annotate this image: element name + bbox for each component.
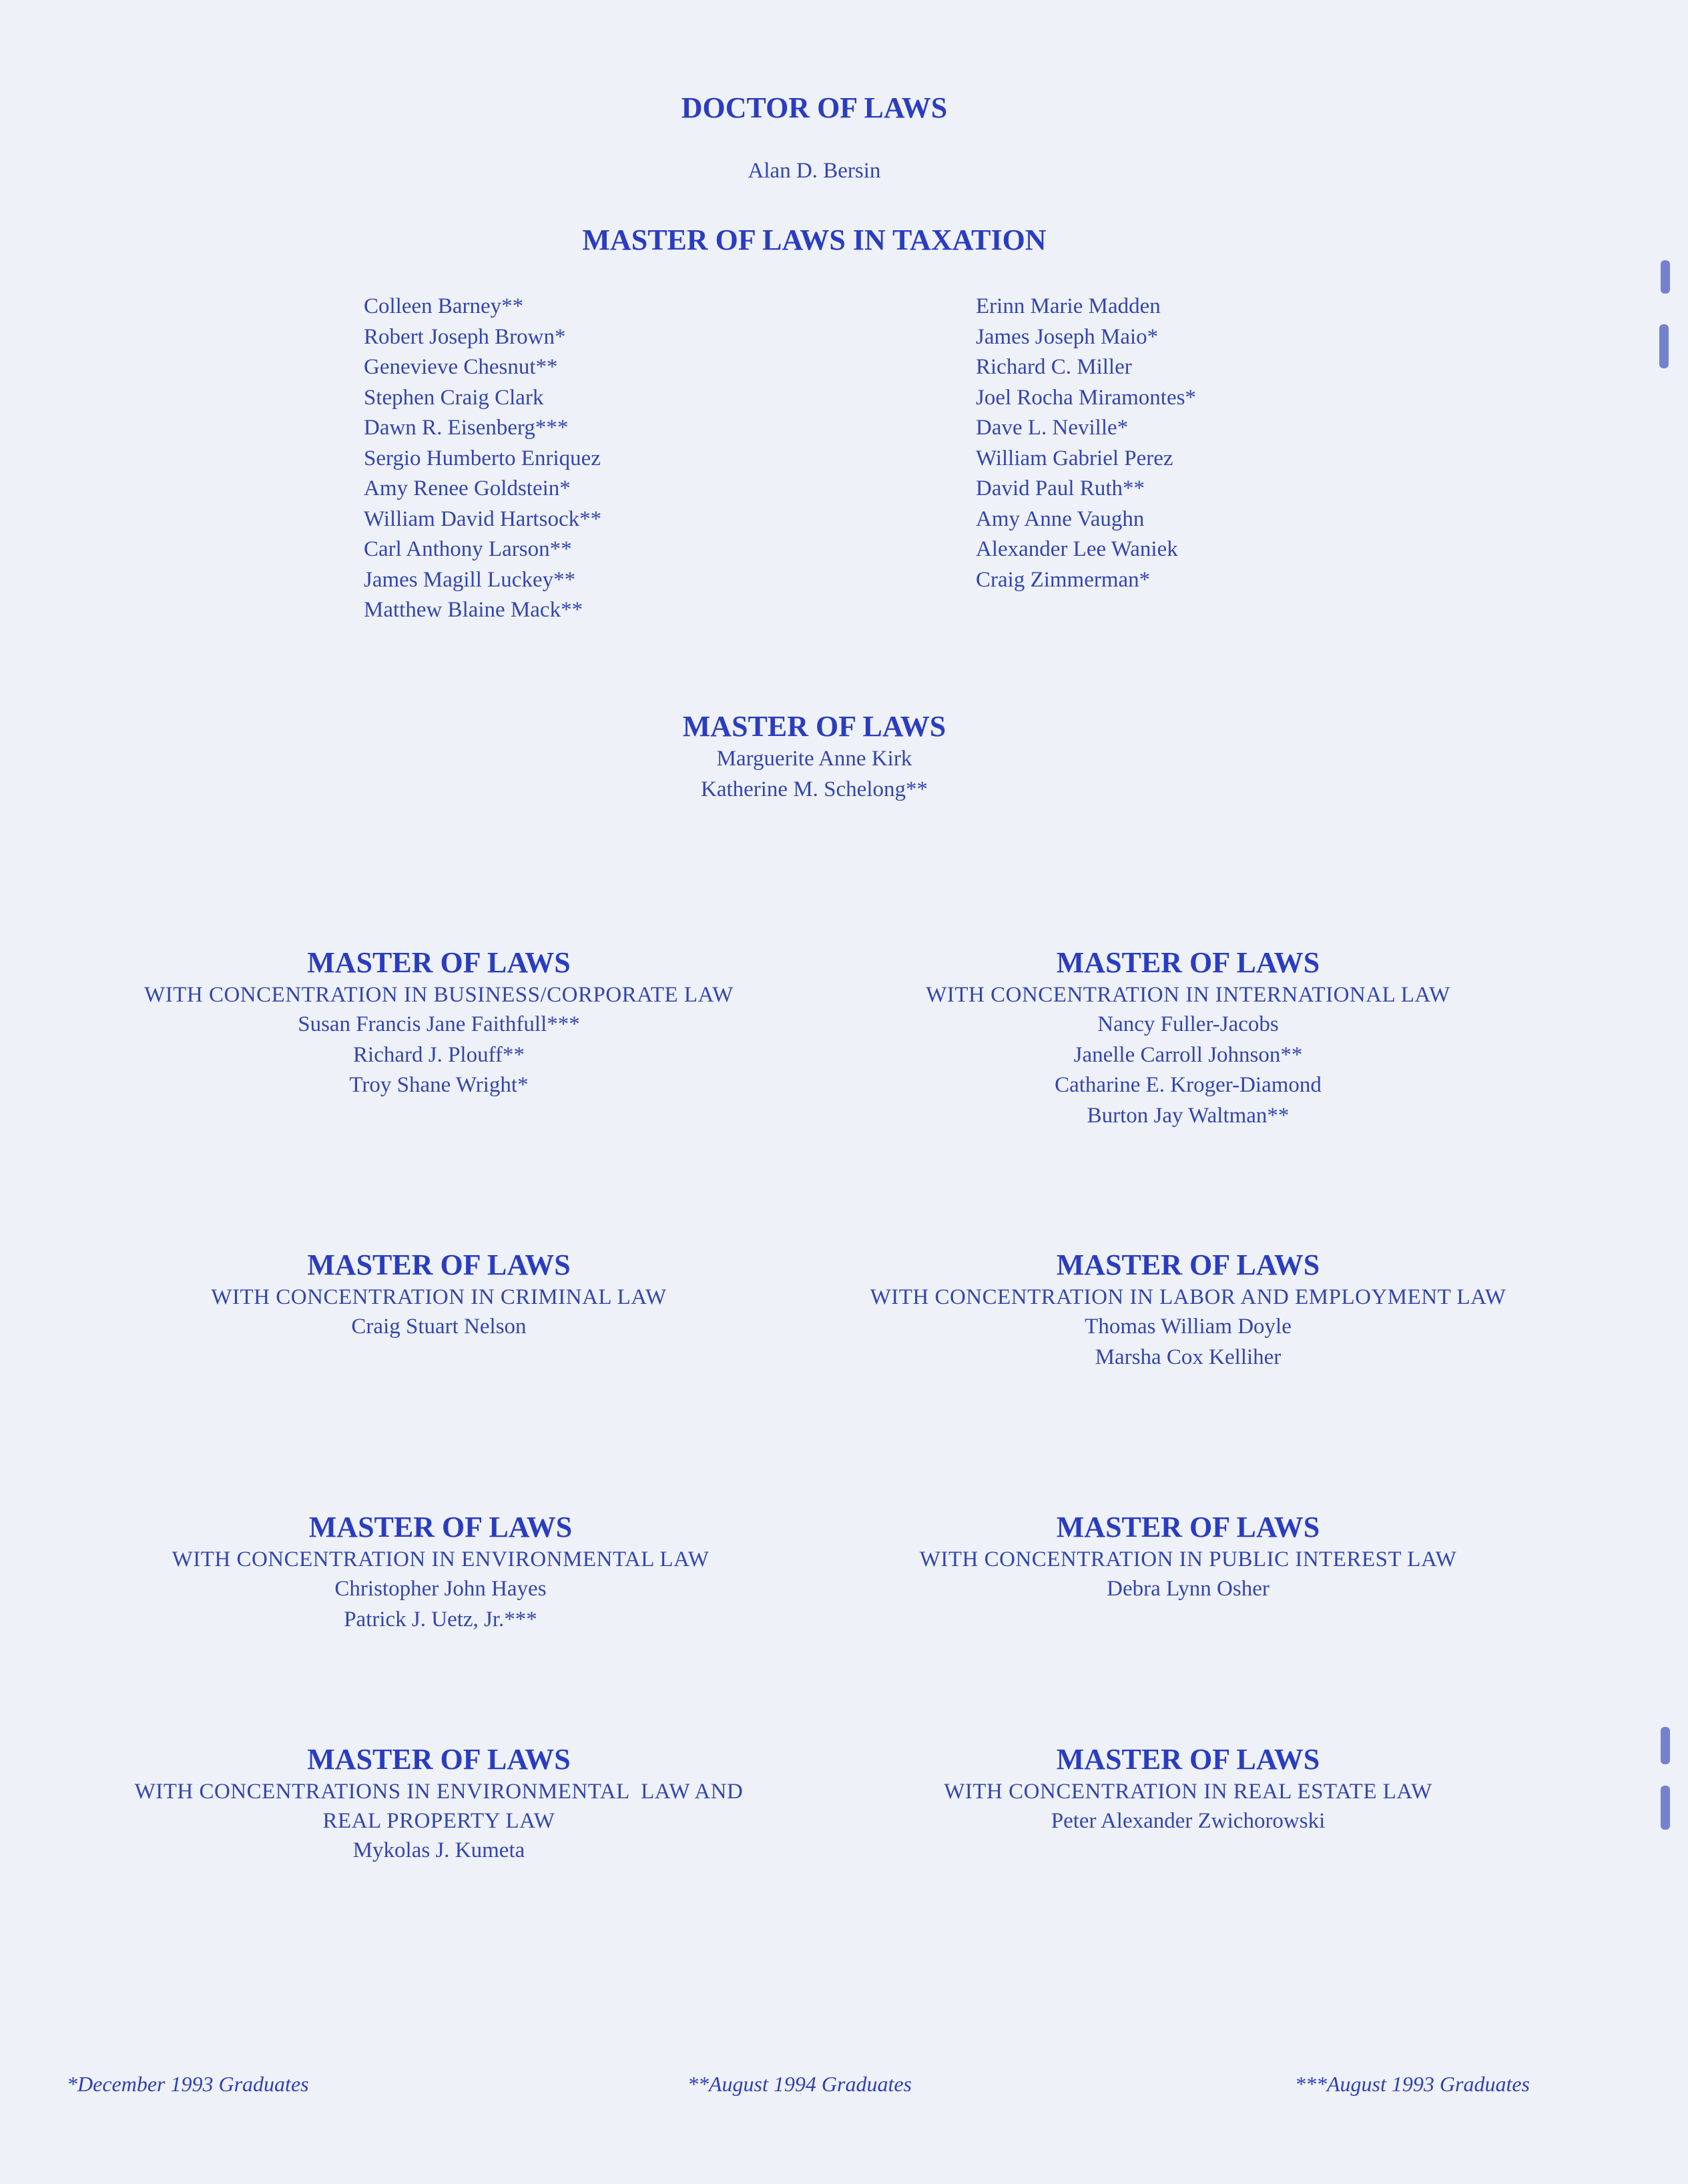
graduate-name: Debra Lynn Osher: [1107, 1577, 1270, 1601]
doctor-name: Alan D. Bersin: [748, 159, 881, 183]
criminal-heading: MASTER OF LAWS: [307, 1248, 571, 1281]
graduate-name: Nancy Fuller-Jacobs: [1097, 1012, 1279, 1036]
graduate-name: Richard C. Miller: [976, 355, 1132, 379]
graduate-name: Troy Shane Wright*: [349, 1073, 529, 1097]
public-interest-section: [814, 1510, 1562, 1605]
graduate-name: William David Hartsock**: [364, 506, 602, 531]
graduate-name: Dawn R. Eisenberg***: [364, 416, 569, 440]
real-estate-concentration: WITH CONCENTRATION IN REAL ESTATE LAW: [944, 1780, 1432, 1804]
env-real-property-concentration-line2: REAL PROPERTY LAW: [322, 1809, 555, 1833]
binder-clip-mark: [1661, 1727, 1670, 1764]
real-estate-heading: MASTER OF LAWS: [1056, 1743, 1320, 1776]
graduate-name: Amy Anne Vaughn: [976, 506, 1145, 531]
graduate-name: Robert Joseph Brown*: [364, 324, 566, 349]
doctor-section: [0, 91, 1629, 187]
binder-clip-mark: [1661, 260, 1670, 294]
footer-note-aug-1993: ***August 1993 Graduates: [1295, 2072, 1530, 2096]
criminal-concentration: WITH CONCENTRATION IN CRIMINAL LAW: [211, 1285, 667, 1309]
taxation-heading: MASTER OF LAWS IN TAXATION: [582, 224, 1047, 256]
criminal-section: [0, 1248, 878, 1343]
graduate-name: James Magill Luckey**: [364, 567, 576, 592]
international-section: [814, 946, 1562, 1131]
graduate-name: Janelle Carroll Johnson**: [1073, 1042, 1303, 1067]
labor-heading: MASTER OF LAWS: [1056, 1248, 1320, 1281]
env-real-property-concentration: WITH CONCENTRATIONS IN ENVIRONMENTAL LAW AND: [134, 1780, 744, 1804]
graduate-name: Craig Stuart Nelson: [351, 1315, 527, 1339]
binder-clip-mark: [1659, 324, 1669, 368]
graduate-name: Joel Rocha Miramontes*: [976, 385, 1196, 410]
master-general-section: [0, 709, 1629, 805]
graduate-name: Susan Francis Jane Faithfull***: [298, 1012, 580, 1036]
taxation-list-right: [976, 292, 1196, 595]
graduate-name: Colleen Barney**: [364, 294, 524, 318]
real-estate-section: [814, 1742, 1562, 1837]
graduate-name: Patrick J. Uetz, Jr.***: [344, 1607, 537, 1631]
graduate-name: Genevieve Chesnut**: [364, 355, 558, 379]
graduate-name: Katherine M. Schelong**: [700, 777, 928, 801]
graduate-name: Mykolas J. Kumeta: [352, 1838, 525, 1862]
graduate-name: Marguerite Anne Kirk: [716, 747, 912, 771]
graduate-name: Matthew Blaine Mack**: [364, 598, 583, 622]
public-interest-heading: MASTER OF LAWS: [1056, 1511, 1320, 1543]
business-section: [0, 946, 878, 1101]
graduate-name: Christopher John Hayes: [334, 1577, 547, 1601]
graduate-name: Carl Anthony Larson**: [364, 537, 572, 561]
taxation-list-left: [364, 292, 601, 626]
environmental-heading: MASTER OF LAWS: [308, 1511, 573, 1543]
footer-note-dec-1993: *December 1993 Graduates: [67, 2072, 309, 2096]
environmental-concentration: WITH CONCENTRATION IN ENVIRONMENTAL LAW: [172, 1547, 710, 1571]
public-interest-concentration: WITH CONCENTRATION IN PUBLIC INTEREST LAW: [919, 1547, 1457, 1571]
footer-note-aug-1994: **August 1994 Graduates: [687, 2072, 912, 2096]
business-concentration: WITH CONCENTRATION IN BUSINESS/CORPORATE LAW: [144, 983, 734, 1007]
international-concentration: WITH CONCENTRATION IN INTERNATIONAL LAW: [926, 983, 1450, 1007]
graduate-name: Thomas William Doyle: [1085, 1315, 1292, 1339]
graduate-name: Burton Jay Waltman**: [1087, 1103, 1290, 1128]
env-real-property-heading: MASTER OF LAWS: [307, 1743, 571, 1776]
graduate-name: Stephen Craig Clark: [364, 385, 544, 410]
env-real-property-section: [0, 1742, 878, 1866]
graduate-name: Peter Alexander Zwichorowski: [1051, 1809, 1326, 1833]
graduate-name: David Paul Ruth**: [976, 476, 1145, 500]
graduate-name: Erinn Marie Madden: [976, 294, 1161, 318]
graduate-name: Richard J. Plouff**: [353, 1042, 525, 1067]
doctor-heading: DOCTOR OF LAWS: [681, 91, 948, 124]
graduate-name: Marsha Cox Kelliher: [1095, 1345, 1282, 1369]
graduate-name: Dave L. Neville*: [976, 416, 1129, 440]
graduate-name: William Gabriel Perez: [976, 446, 1173, 470]
master-general-heading: MASTER OF LAWS: [682, 710, 946, 743]
graduate-name: Sergio Humberto Enriquez: [364, 446, 601, 470]
international-heading: MASTER OF LAWS: [1056, 946, 1320, 979]
binder-clip-mark: [1661, 1786, 1670, 1830]
environmental-section: [0, 1510, 881, 1635]
graduate-name: James Joseph Maio*: [976, 324, 1159, 349]
graduate-name: Alexander Lee Waniek: [976, 537, 1178, 561]
graduate-name: Catharine E. Kroger-Diamond: [1055, 1073, 1322, 1097]
graduate-name: Amy Renee Goldstein*: [364, 476, 571, 500]
labor-concentration: WITH CONCENTRATION IN LABOR AND EMPLOYMENT LAW: [870, 1285, 1506, 1309]
labor-section: [814, 1248, 1562, 1373]
business-heading: MASTER OF LAWS: [307, 946, 571, 979]
graduate-name: Craig Zimmerman*: [976, 567, 1151, 592]
taxation-section: [0, 223, 1629, 258]
